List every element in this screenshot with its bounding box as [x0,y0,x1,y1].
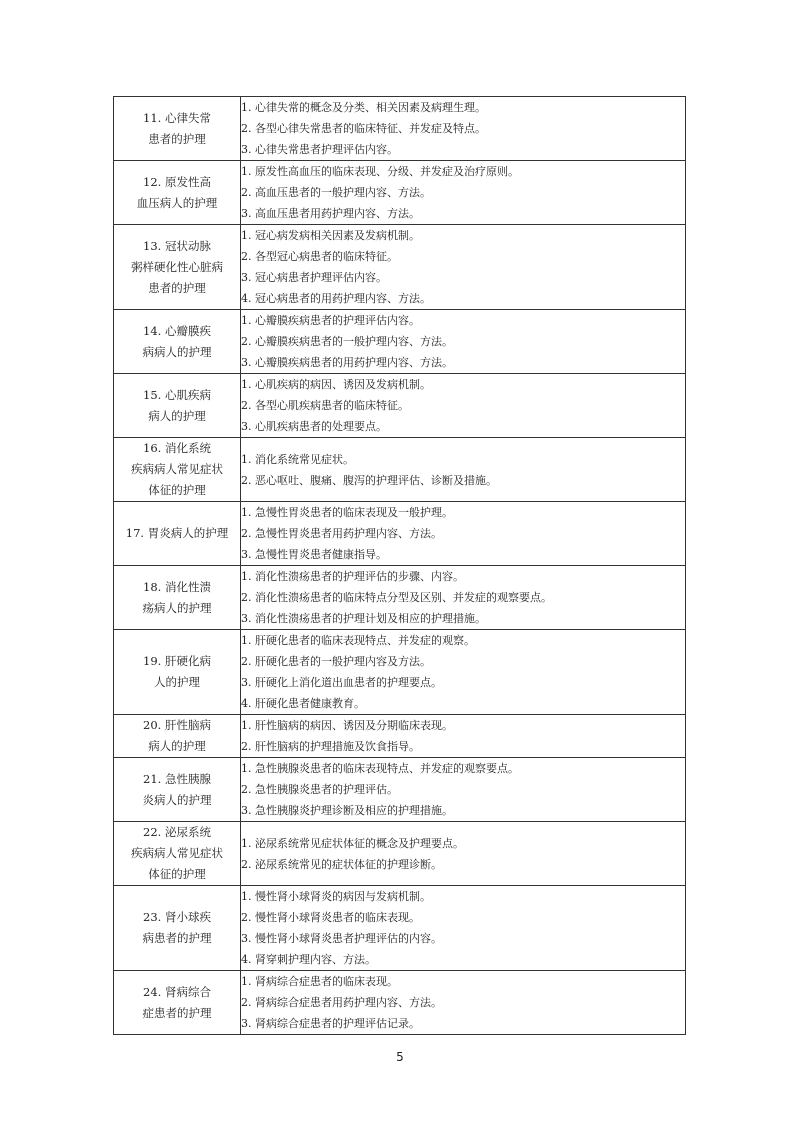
topic-cell: 23. 肾小球疾 病患者的护理 [114,886,241,971]
topic-cell: 24. 肾病综合 症患者的护理 [114,971,241,1035]
requirement-item: 2. 高血压患者的一般护理内容、方法。 [241,186,431,199]
table-row [114,886,686,971]
requirement-item: 3. 心瓣膜疾病患者的用药护理内容、方法。 [241,356,453,369]
requirement-item: 2. 各型心肌疾病患者的临床特征。 [241,399,409,412]
requirement-item: 2. 各型心律失常患者的临床特征、并发症及特点。 [241,122,486,135]
requirement-item: 2. 各型冠心病患者的临床特征。 [241,250,398,263]
topic-cell: 14. 心瓣膜疾 病病人的护理 [114,310,241,374]
topic-cell: 13. 冠状动脉 粥样硬化性心脏病 患者的护理 [114,225,241,310]
requirements-cell [241,886,686,971]
table-row [114,225,686,310]
table-row [114,630,686,715]
requirements-cell [241,161,686,225]
requirement-item: 1. 肝硬化患者的临床表现特点、并发症的观察。 [241,634,475,647]
requirements-cell [241,225,686,310]
requirement-item: 1. 慢性肾小球肾炎的病因与发病机制。 [241,890,431,903]
requirements-cell [241,374,686,438]
requirement-item: 4. 肝硬化患者健康教育。 [241,697,365,710]
requirement-item: 1. 消化系统常见症状。 [241,452,354,466]
requirements-cell [241,758,686,822]
requirement-item: 3. 消化性溃疡患者的护理计划及相应的护理措施。 [241,612,486,625]
requirement-item: 4. 肾穿刺护理内容、方法。 [241,953,376,966]
topic-cell: 19. 肝硬化病 人的护理 [114,630,241,715]
requirement-item: 2. 肝硬化患者的一般护理内容及方法。 [241,655,431,668]
requirements-cell [241,502,686,566]
requirement-item: 2. 心瓣膜疾病患者的一般护理内容、方法。 [241,335,453,348]
topic-cell: 12. 原发性高 血压病人的护理 [114,161,241,225]
requirement-item: 1. 肝性脑病的病因、诱因及分期临床表现。 [241,719,453,732]
requirement-item: 3. 慢性肾小球肾炎患者护理评估的内容。 [241,932,442,945]
topic-cell: 21. 急性胰腺 炎病人的护理 [114,758,241,822]
table-row [114,161,686,225]
requirement-item: 1. 急性胰腺炎患者的临床表现特点、并发症的观察要点。 [241,762,519,775]
requirements-cell [241,566,686,630]
requirement-item: 2. 急性胰腺炎患者的护理评估。 [241,783,398,796]
table-body [114,97,686,1035]
requirement-item: 3. 肾病综合症患者的护理评估记录。 [241,1017,420,1030]
requirements-cell [241,630,686,715]
table-row [114,758,686,822]
table-row [114,566,686,630]
table-row [114,822,686,886]
requirement-item: 1. 消化性溃疡患者的护理评估的步骤、内容。 [241,570,464,583]
topic-cell: 15. 心肌疾病 病人的护理 [114,374,241,438]
requirement-item: 3. 肝硬化上消化道出血患者的护理要点。 [241,676,442,689]
topic-cell: 18. 消化性溃 疡病人的护理 [114,566,241,630]
topic-cell: 11. 心律失常 患者的护理 [114,97,241,161]
table-row [114,715,686,758]
table-row [114,310,686,374]
requirement-item: 1. 冠心病发病相关因素及发病机制。 [241,229,420,242]
page-number: 5 [396,1050,404,1064]
topic-cell: 16. 消化系统 疾病病人常见症状 体征的护理 [114,438,241,502]
requirements-cell [241,822,686,886]
table-row [114,374,686,438]
requirement-item: 3. 急慢性胃炎患者健康指导。 [241,548,387,561]
requirement-item: 3. 心律失常患者护理评估内容。 [241,143,398,156]
requirement-item: 1. 心律失常的概念及分类、相关因素及病理生理。 [241,101,486,114]
table-row [114,971,686,1035]
table-row [114,97,686,161]
requirement-item: 1. 原发性高血压的临床表现、分级、并发症及治疗原则。 [241,165,519,178]
topic-cell: 22. 泌尿系统 疾病病人常见症状 体征的护理 [114,822,241,886]
requirement-item: 3. 心肌疾病患者的处理要点。 [241,420,387,433]
requirement-item: 3. 急性胰腺炎护理诊断及相应的护理措施。 [241,804,453,817]
requirement-item: 2. 肝性脑病的护理措施及饮食指导。 [241,740,420,753]
requirement-item: 2. 泌尿系统常见的症状体征的护理诊断。 [241,857,442,871]
table-row [114,438,686,502]
requirements-cell [241,971,686,1035]
table-row [114,502,686,566]
requirements-cell [241,715,686,758]
requirements-cell [241,438,686,502]
requirement-item: 3. 高血压患者用药护理内容、方法。 [241,207,420,220]
requirements-cell [241,97,686,161]
requirement-item: 2. 急慢性胃炎患者用药护理内容、方法。 [241,527,442,540]
topic-cell: 20. 肝性脑病 病人的护理 [114,715,241,758]
requirement-item: 1. 肾病综合症患者的临床表现。 [241,975,398,988]
requirement-item: 1. 急慢性胃炎患者的临床表现及一般护理。 [241,506,453,519]
requirement-item: 2. 肾病综合症患者用药护理内容、方法。 [241,996,442,1009]
requirement-item: 2. 慢性肾小球肾炎患者的临床表现。 [241,911,420,924]
requirement-item: 4. 冠心病患者的用药护理内容、方法。 [241,292,431,305]
requirement-item: 1. 心肌疾病的病因、诱因及发病机制。 [241,378,431,391]
requirement-item: 2. 消化性溃疡患者的临床特点分型及区别、并发症的观察要点。 [241,591,552,604]
requirements-cell [241,310,686,374]
requirement-item: 3. 冠心病患者护理评估内容。 [241,271,387,284]
syllabus-table [113,96,686,1035]
requirement-item: 1. 心瓣膜疾病患者的护理评估内容。 [241,314,420,327]
topic-cell: 17. 胃炎病人的护理 [114,502,241,566]
requirement-item: 2. 恶心呕吐、腹痛、腹泻的护理评估、诊断及措施。 [241,473,497,487]
requirement-item: 1. 泌尿系统常见症状体征的概念及护理要点。 [241,836,464,850]
